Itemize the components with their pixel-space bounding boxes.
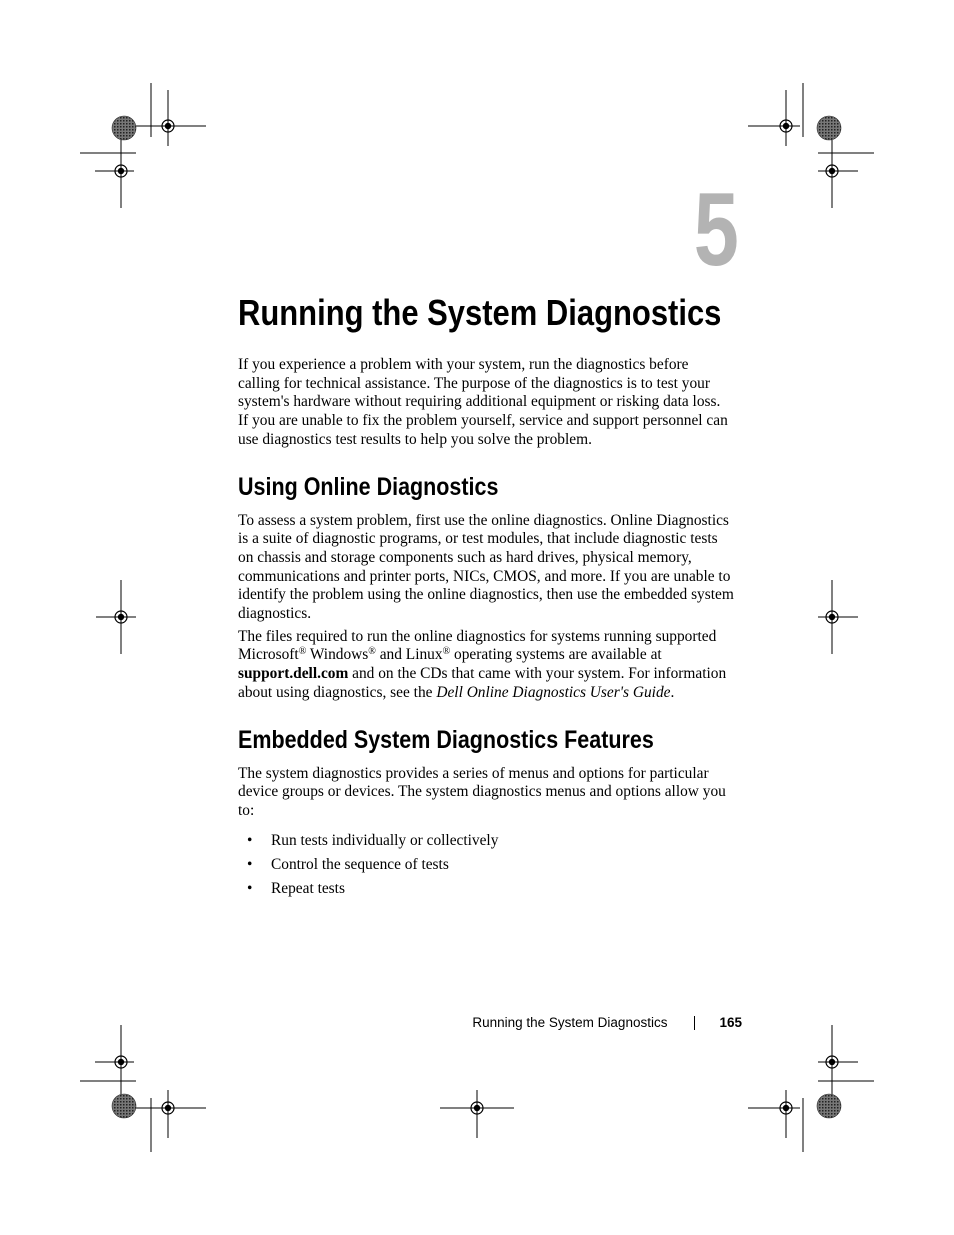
registered-mark: ® [442,646,451,658]
list-item-text: Control the sequence of tests [271,855,449,873]
chapter-title: Running the System Diagnostics [238,292,722,333]
para2-text-2: Windows [306,646,369,664]
section-heading-online-diagnostics: Using Online Diagnostics [238,472,499,501]
page-footer [472,1015,742,1030]
list-item [238,856,734,875]
para2-text-5: and on the CDs that came with your system. For information about using diagnostics, see the [238,665,727,701]
section-heading-embedded-diagnostics: Embedded System Diagnostics Features [238,725,654,754]
page-content [238,292,734,904]
bullet-icon: • [247,880,253,898]
para2-text-3: and Linux [375,646,443,664]
list-item [238,880,734,899]
running-footer-title: Running the System Diagnostics [472,1015,668,1030]
para2-end: . [670,683,675,701]
support-link[interactable]: support.dell.com [238,665,349,683]
footer-divider [694,1016,695,1030]
bullet-icon: • [247,855,253,873]
intro-paragraph: If you experience a problem with your system, run the diagnostics before calling for technical assistance. The purpose of the diagnostics is to test your system's hardware without requiring additional equipment or risking data loss. If you are unable to fix the problem yourself, service and support personnel can use diagnostics test results to help you solve the problem. [238,356,728,448]
list-item-text: Run tests individually or collectively [271,831,499,849]
chapter-number: 5 [693,172,739,288]
registered-mark: ® [298,646,307,658]
para2-text-1: The files required to run the online diagnostics for systems running supported Microsoft [238,627,717,664]
list-item [238,832,734,851]
embedded-diagnostics-paragraph: The system diagnostics provides a series of menus and options for particular device groups or devices. The system diagnostics menus and options allow you to: [238,764,726,819]
list-item-text: Repeat tests [271,880,345,898]
online-diagnostics-paragraph-2 [238,628,734,703]
bullet-icon: • [247,831,253,849]
online-diagnostics-paragraph-1: To assess a system problem, first use the online diagnostics. Online Diagnostics is a suite of diagnostic programs, or test modules, that include diagnostic tests on chassis and storage components such as hard drives, physical memory, communications and printer ports, NICs, CMOS, and more. If you are unable to identify the problem using the online diagnostics, then use the embedded system diagnostics. [238,511,734,623]
registered-mark: ® [368,646,376,658]
feature-list [238,832,734,899]
para2-text-4: operating systems are available at [450,646,662,664]
page-number: 165 [719,1015,742,1030]
users-guide-title: Dell Online Diagnostics User's Guide [436,683,671,701]
